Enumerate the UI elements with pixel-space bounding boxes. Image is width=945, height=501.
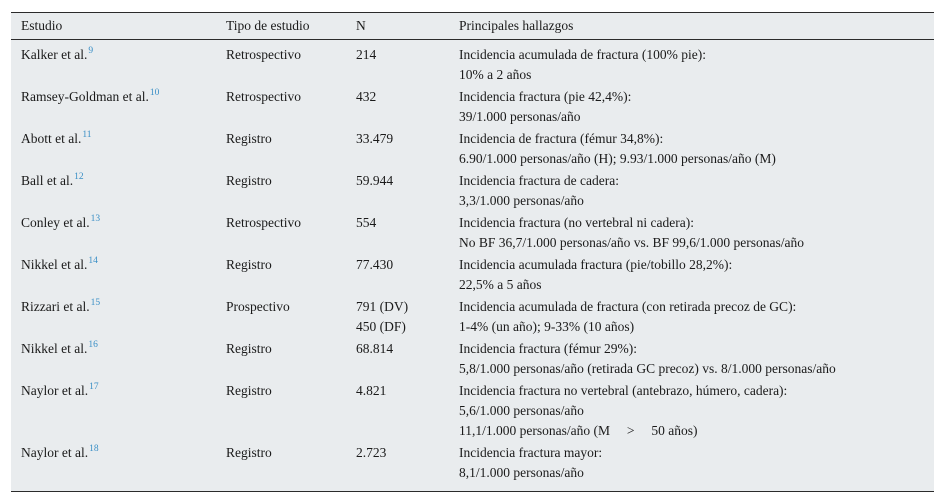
study-type-cell: Prospectivo [226,299,290,314]
header-n: N [346,13,449,40]
study-cell [11,211,216,253]
sample-size-cell: 432 [356,89,377,104]
header-principales-hallazgos: Principales hallazgos [449,13,934,40]
study-name: Ball et al. [21,173,74,188]
findings-cell: Incidencia acumulada de fractura (100% pie): 10% a 2 años [459,47,706,82]
sample-size-cell: 2.723 [356,445,387,460]
study-cell [11,85,216,127]
table-header-row [11,13,934,40]
reference-link[interactable]: 12 [74,172,84,182]
reference-link[interactable]: 15 [90,298,101,308]
sample-size-cell: 791 (DV) 450 (DF) [356,299,409,334]
findings-cell: Incidencia fractura de cadera: 3,3/1.000 personas/año [459,173,620,208]
findings-cell: Incidencia fractura (fémur 29%): 5,8/1.000 personas/año (retirada GC precoz) vs. 8/1.000 personas/año [459,341,836,376]
study-name: Conley et al. [21,215,90,230]
reference-link[interactable]: 13 [90,214,101,224]
findings-cell: Incidencia fractura (pie 42,4%): 39/1.000 personas/año [459,89,632,124]
table-row [11,379,934,441]
sample-size-cell: 4.821 [356,383,387,398]
study-cell [11,379,216,441]
studies-table-container [11,12,934,492]
study-cell [11,40,216,86]
study-type-cell: Registro [226,257,272,272]
header-tipo-de-estudio: Tipo de estudio [216,13,346,40]
study-name: Rizzari et al. [21,299,90,314]
study-name: Ramsey-Goldman et al. [21,89,149,104]
sample-size-cell: 59.944 [356,173,394,188]
table-row [11,169,934,211]
study-cell [11,169,216,211]
study-type-cell: Registro [226,383,272,398]
table-row [11,337,934,379]
study-name: Naylor et al. [21,383,89,398]
study-name: Naylor et al. [21,445,89,460]
reference-link[interactable]: 9 [88,46,94,56]
table-row [11,85,934,127]
study-type-cell: Retrospectivo [226,47,301,62]
findings-cell: Incidencia acumulada fractura (pie/tobillo 28,2%): 22,5% a 5 años [459,257,733,292]
study-cell [11,441,216,483]
table-row [11,295,934,337]
study-name: Abott et al. [21,131,82,146]
sample-size-cell: 554 [356,215,377,230]
sample-size-cell: 68.814 [356,341,394,356]
table-row [11,211,934,253]
reference-link[interactable]: 16 [88,340,98,350]
sample-size-cell: 77.430 [356,257,394,272]
findings-cell: Incidencia fractura mayor: 8,1/1.000 personas/año [459,445,603,480]
findings-cell: Incidencia acumulada de fractura (con retirada precoz de GC): 1-4% (un año); 9-33% (10 años) [459,299,797,334]
study-cell [11,253,216,295]
study-cell [11,337,216,379]
sample-size-cell: 214 [356,47,377,62]
table-row [11,40,934,86]
findings-cell: Incidencia fractura no vertebral (antebrazo, húmero, cadera): 5,6/1.000 personas/año 11,1/1.000 personas/año (M > 50 años) [459,383,788,438]
study-cell [11,295,216,337]
reference-link[interactable]: 11 [82,130,92,140]
study-name: Nikkel et al. [21,341,88,356]
study-type-cell: Registro [226,341,272,356]
study-type-cell: Registro [226,131,272,146]
findings-cell: Incidencia fractura (no vertebral ni cadera): No BF 36,7/1.000 personas/año vs. BF 99,6/1.000 personas/año [459,215,804,250]
study-type-cell: Registro [226,445,272,460]
reference-link[interactable]: 18 [89,444,99,454]
reference-link[interactable]: 14 [88,256,98,266]
table-row [11,127,934,169]
sample-size-cell: 33.479 [356,131,394,146]
study-name: Kalker et al. [21,47,88,62]
header-estudio: Estudio [11,13,216,40]
reference-link[interactable]: 10 [149,88,160,98]
findings-cell: Incidencia de fractura (fémur 34,8%): 6.90/1.000 personas/año (H); 9.93/1.000 personas/año (M) [459,131,776,166]
table-row [11,441,934,483]
reference-link[interactable]: 17 [89,382,99,392]
study-type-cell: Retrospectivo [226,89,301,104]
study-name: Nikkel et al. [21,257,88,272]
study-cell [11,127,216,169]
table-row [11,253,934,295]
study-type-cell: Retrospectivo [226,215,301,230]
study-type-cell: Registro [226,173,272,188]
studies-table [11,13,934,483]
